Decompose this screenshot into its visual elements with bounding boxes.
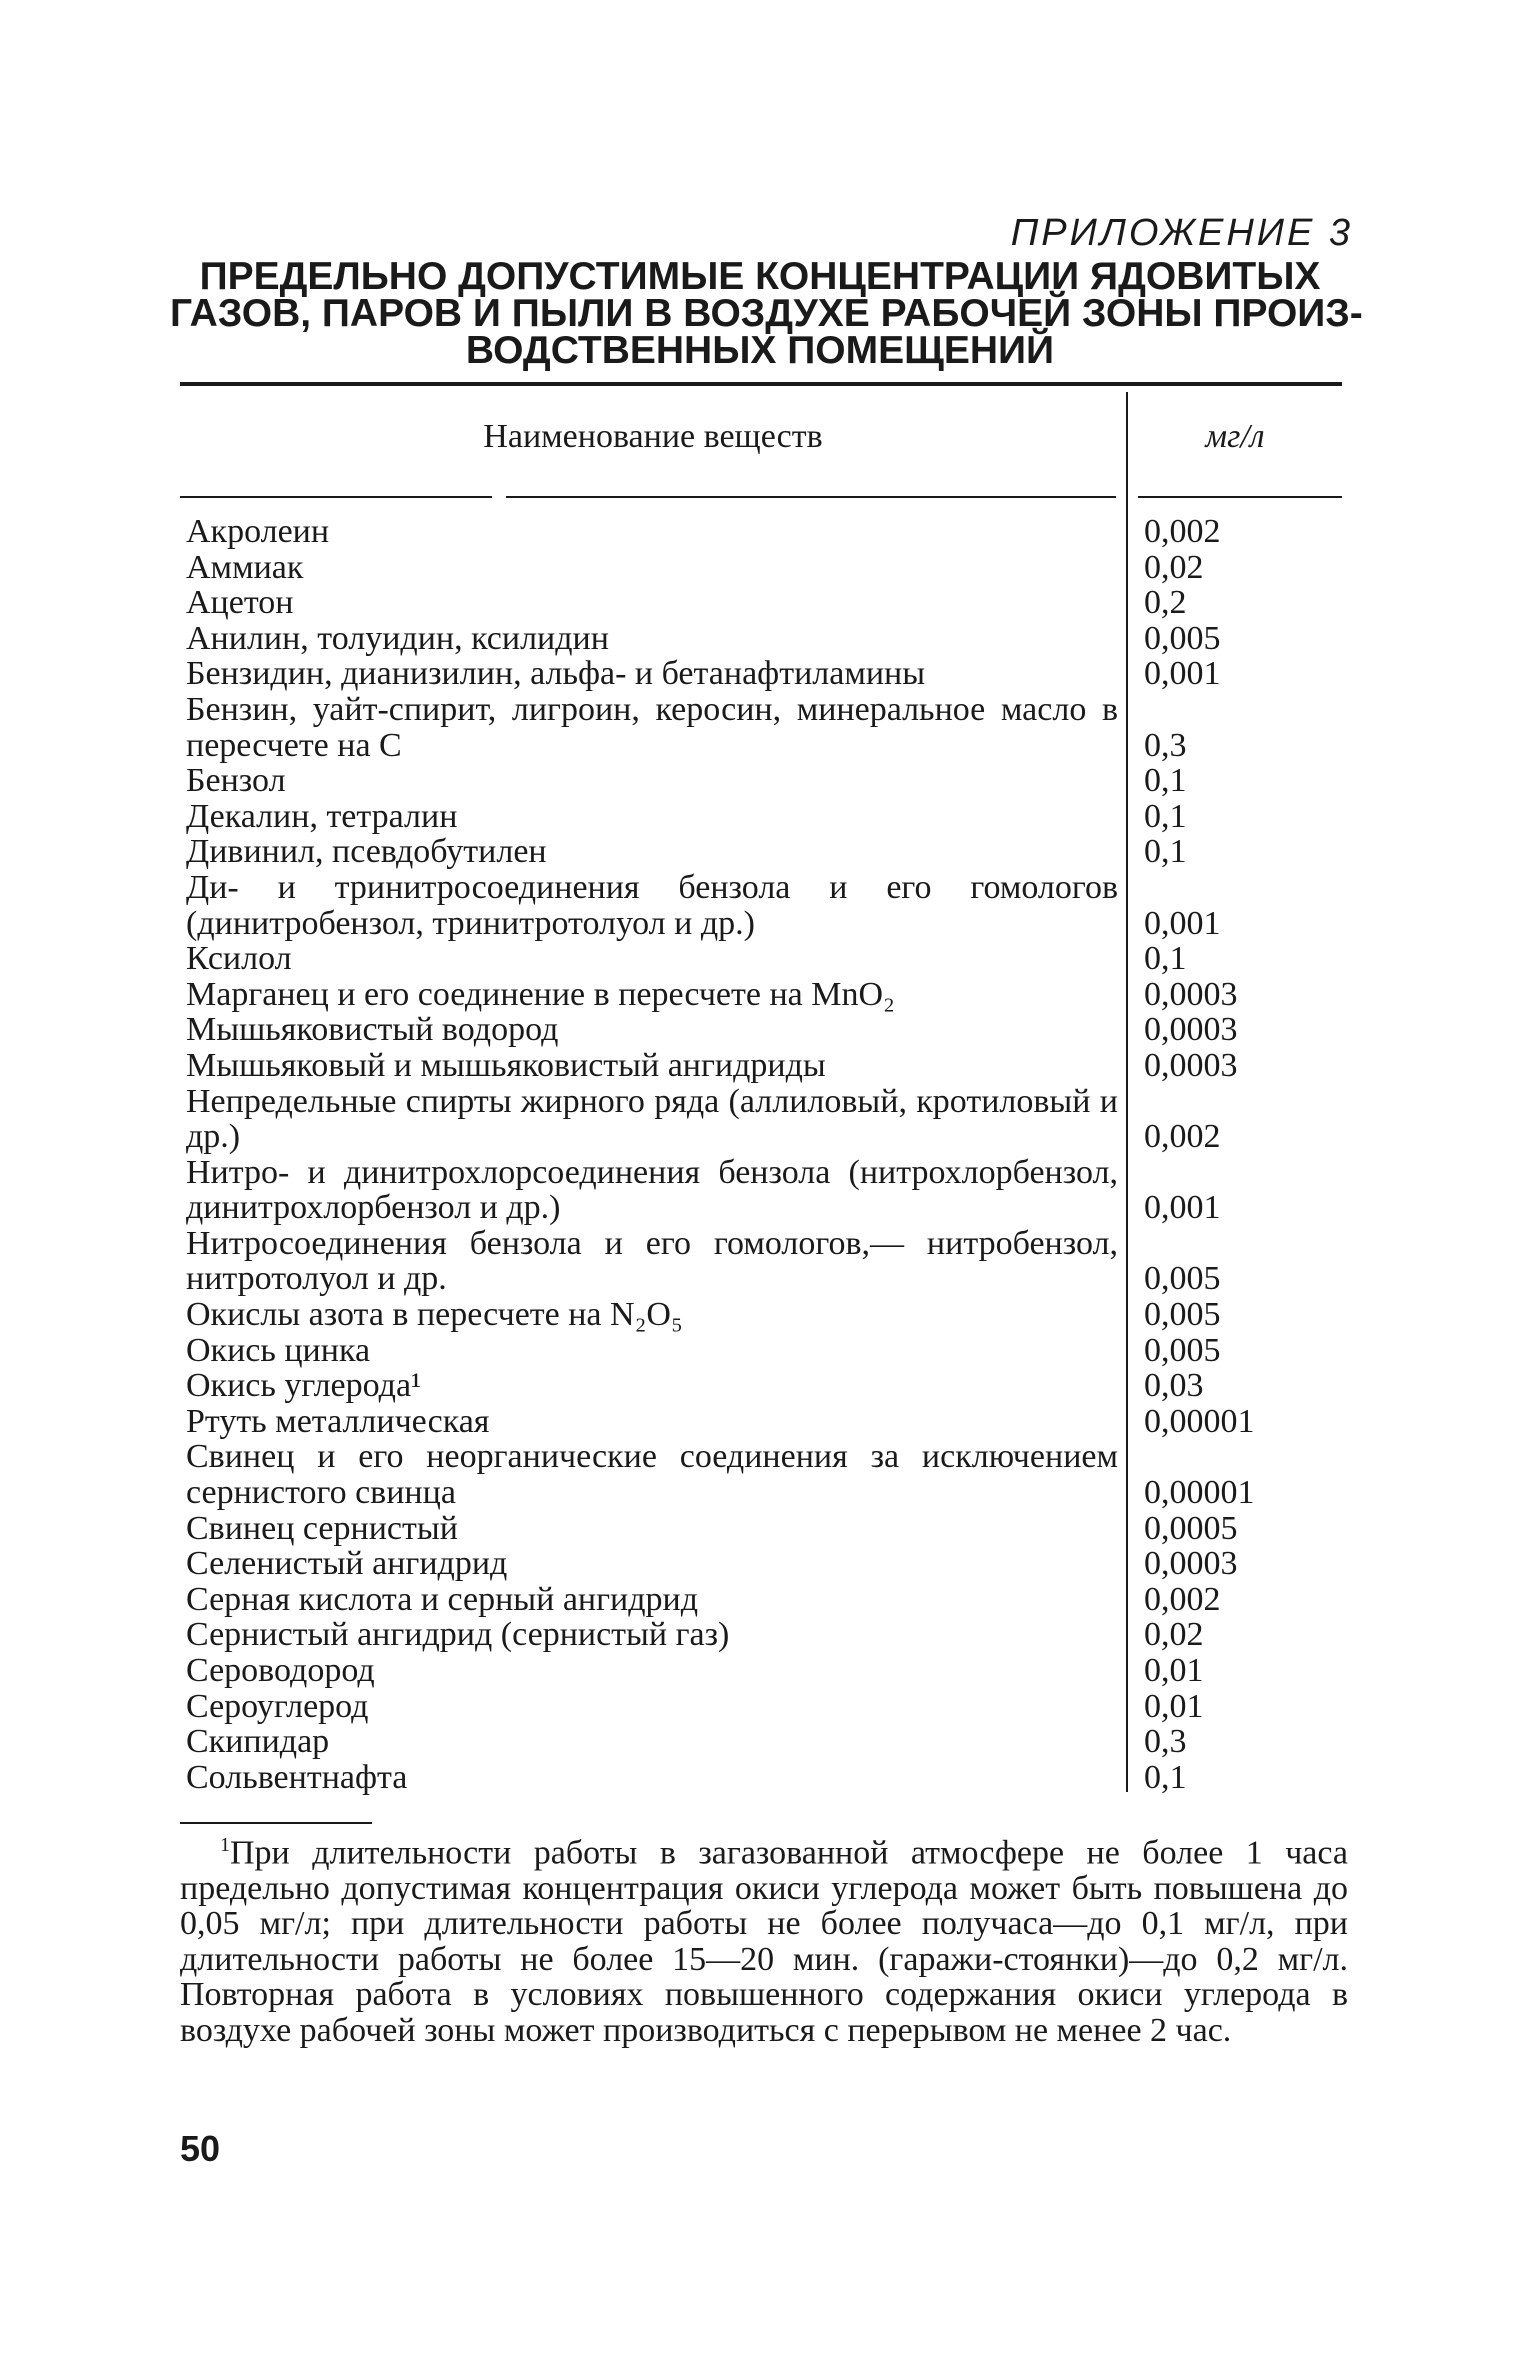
table-row xyxy=(186,941,1336,977)
table-row xyxy=(186,1155,1336,1226)
concentration-value: 0,005 xyxy=(1144,1331,1221,1369)
substance-name: Бензин, уайт-спирит, лигроин, керосин, минеральное масло в пересчете на С xyxy=(186,690,1118,764)
table-row xyxy=(186,1012,1336,1048)
substance-name: Анилин, толуидин, ксилидин xyxy=(186,619,609,657)
concentration-value: 0,02 xyxy=(1144,548,1204,586)
substance-name: Окислы азота в пересчете на N₂O₅ xyxy=(186,1296,683,1334)
footnote-rule xyxy=(180,1822,372,1824)
table-row xyxy=(186,656,1336,692)
concentration-value: 0,001 xyxy=(1144,655,1221,693)
substance-name: Окись цинка xyxy=(186,1331,371,1369)
concentration-value: 0,002 xyxy=(1144,1580,1221,1618)
substance-table xyxy=(186,514,1336,1795)
table-row xyxy=(186,1724,1336,1760)
concentration-value: 0,03 xyxy=(1144,1367,1204,1405)
concentration-value: 0,0003 xyxy=(1144,1545,1238,1583)
substance-name: Марганец и его соединение в пересчете на MnO₂ xyxy=(186,975,895,1013)
table-row xyxy=(186,585,1336,621)
substance-name: Ртуть металлическая xyxy=(186,1402,490,1440)
substance-name: Скипидар xyxy=(186,1723,330,1761)
concentration-value: 0,1 xyxy=(1144,762,1187,800)
table-row xyxy=(186,550,1336,586)
table-row xyxy=(186,1404,1336,1440)
concentration-value: 0,0005 xyxy=(1144,1509,1238,1547)
substance-name: Нитро- и динитрохлорсоединения бензола (нитрохлорбензол, динитрохлорбензол и др.) xyxy=(186,1153,1118,1227)
table-row xyxy=(186,1511,1336,1547)
concentration-value: 0,0003 xyxy=(1144,975,1238,1013)
concentration-value: 0,00001 xyxy=(1144,1402,1255,1440)
table-row xyxy=(186,763,1336,799)
concentration-value: 0,1 xyxy=(1144,833,1187,871)
table-row xyxy=(186,1226,1336,1297)
table-row xyxy=(186,514,1336,550)
concentration-value: 0,001 xyxy=(1144,904,1221,942)
table-row xyxy=(186,834,1336,870)
substance-name: Декалин, тетралин xyxy=(186,797,458,835)
table-row xyxy=(186,1297,1336,1333)
concentration-value: 0,002 xyxy=(1144,513,1221,550)
table-row xyxy=(186,1333,1336,1369)
title-line: ВОДСТВЕННЫХ ПОМЕЩЕНИЙ xyxy=(465,329,1055,372)
concentration-value: 0,0003 xyxy=(1144,1011,1238,1049)
substance-name: Сероводород xyxy=(186,1652,375,1689)
substance-name: Мышьяковый и мышьяковистый ангидриды xyxy=(186,1046,826,1084)
substance-name: Свинец сернистый xyxy=(186,1509,458,1547)
concentration-value: 0,2 xyxy=(1144,584,1187,622)
table-row xyxy=(186,870,1336,941)
substance-name: Сероуглерод xyxy=(186,1687,369,1725)
title-line: ГАЗОВ, ПАРОВ И ПЫЛИ В ВОЗДУХЕ РАБОЧЕЙ ЗОНЫ ПРОИЗ- xyxy=(170,292,1363,335)
substance-name: Нитросоединения бензола и его гомологов,— нитробензол, нитротолуол и др. xyxy=(186,1224,1118,1298)
substance-name: Мышьяковистый водород xyxy=(186,1011,559,1049)
substance-name: Акролеин xyxy=(186,513,330,550)
title-line: ПРЕДЕЛЬНО ДОПУСТИМЫЕ КОНЦЕНТРАЦИИ ЯДОВИТЫХ xyxy=(199,255,1321,298)
concentration-value: 0,005 xyxy=(1144,619,1221,657)
substance-name: Ацетон xyxy=(186,584,294,622)
table-top-rule xyxy=(180,382,1342,386)
table-row xyxy=(186,1653,1336,1689)
footnote-text: При длительности работы в загазованной атмосфере не более 1 часа предельно допустимая концентрация окиси углерода может быть повышена до 0,05 мг/л; при длительности работы не более получаса—до 0,1 мг/л, при длительности работы не более 15—20 мин. (гаражи-стоянки)—до 0,2 мг/л. Повторная работа в условиях повышенного содержания окиси углерода в воздухе рабочей зоны может производиться с перерывом не менее 2 час. xyxy=(180,1834,1348,2049)
table-row xyxy=(186,977,1336,1013)
substance-name: Аммиак xyxy=(186,548,304,586)
table-row xyxy=(186,1617,1336,1653)
column-header-name: Наименование веществ xyxy=(483,418,823,455)
page-number: 50 xyxy=(180,2128,221,2169)
substance-name: Бензол xyxy=(186,762,286,800)
document-title xyxy=(170,255,1363,372)
concentration-value: 0,01 xyxy=(1144,1687,1204,1725)
table-row xyxy=(186,1048,1336,1084)
table-row xyxy=(186,799,1336,835)
substance-name: Свинец и его неорганические соединения за исключением сернистого свинца xyxy=(186,1438,1118,1512)
column-header-unit: мг/л xyxy=(1205,418,1265,455)
footnote-marker: 1 xyxy=(220,1834,230,1856)
table-row xyxy=(186,1689,1336,1725)
substance-name: Непредельные спирты жирного ряда (аллиловый, кротиловый и др.) xyxy=(186,1082,1118,1156)
table-row xyxy=(186,1546,1336,1582)
table-row xyxy=(186,1582,1336,1618)
substance-name: Окись углерода¹ xyxy=(186,1367,422,1405)
concentration-value: 0,005 xyxy=(1144,1296,1221,1334)
substance-name: Дивинил, псевдобутилен xyxy=(186,833,547,871)
concentration-value: 0,02 xyxy=(1144,1616,1204,1654)
substance-name: Сольвентнафта xyxy=(186,1758,408,1796)
concentration-value: 0,00001 xyxy=(1144,1474,1255,1512)
substance-name: Сернистый ангидрид (сернистый газ) xyxy=(186,1616,730,1654)
table-row xyxy=(186,1439,1336,1510)
concentration-value: 0,1 xyxy=(1144,940,1187,978)
concentration-value: 0,3 xyxy=(1144,1723,1187,1761)
substance-name: Селенистый ангидрид xyxy=(186,1545,508,1583)
concentration-value: 0,0003 xyxy=(1144,1046,1238,1084)
header-rule xyxy=(506,496,1116,498)
concentration-value: 0,1 xyxy=(1144,797,1187,835)
header-rule xyxy=(180,496,492,498)
substance-name: Серная кислота и серный ангидрид xyxy=(186,1580,699,1618)
header-rule xyxy=(1138,496,1342,498)
concentration-value: 0,3 xyxy=(1144,726,1187,764)
table-row xyxy=(186,1368,1336,1404)
concentration-value: 0,1 xyxy=(1144,1758,1187,1796)
table-row xyxy=(186,1084,1336,1155)
concentration-value: 0,005 xyxy=(1144,1260,1221,1298)
substance-name: Ди- и тринитросоединения бензола и его гомологов (динитробензол, тринитротолуол и др.) xyxy=(186,868,1118,942)
table-row xyxy=(186,692,1336,763)
concentration-value: 0,002 xyxy=(1144,1118,1221,1156)
concentration-value: 0,01 xyxy=(1144,1652,1204,1689)
concentration-value: 0,001 xyxy=(1144,1189,1221,1227)
footnote xyxy=(180,1828,1348,2048)
substance-name: Бензидин, дианизилин, альфа- и бетанафтиламины xyxy=(186,655,926,693)
table-row xyxy=(186,1760,1336,1796)
table-row xyxy=(186,621,1336,657)
substance-name: Ксилол xyxy=(186,940,292,978)
appendix-label: ПРИЛОЖЕНИЕ 3 xyxy=(1010,212,1353,254)
